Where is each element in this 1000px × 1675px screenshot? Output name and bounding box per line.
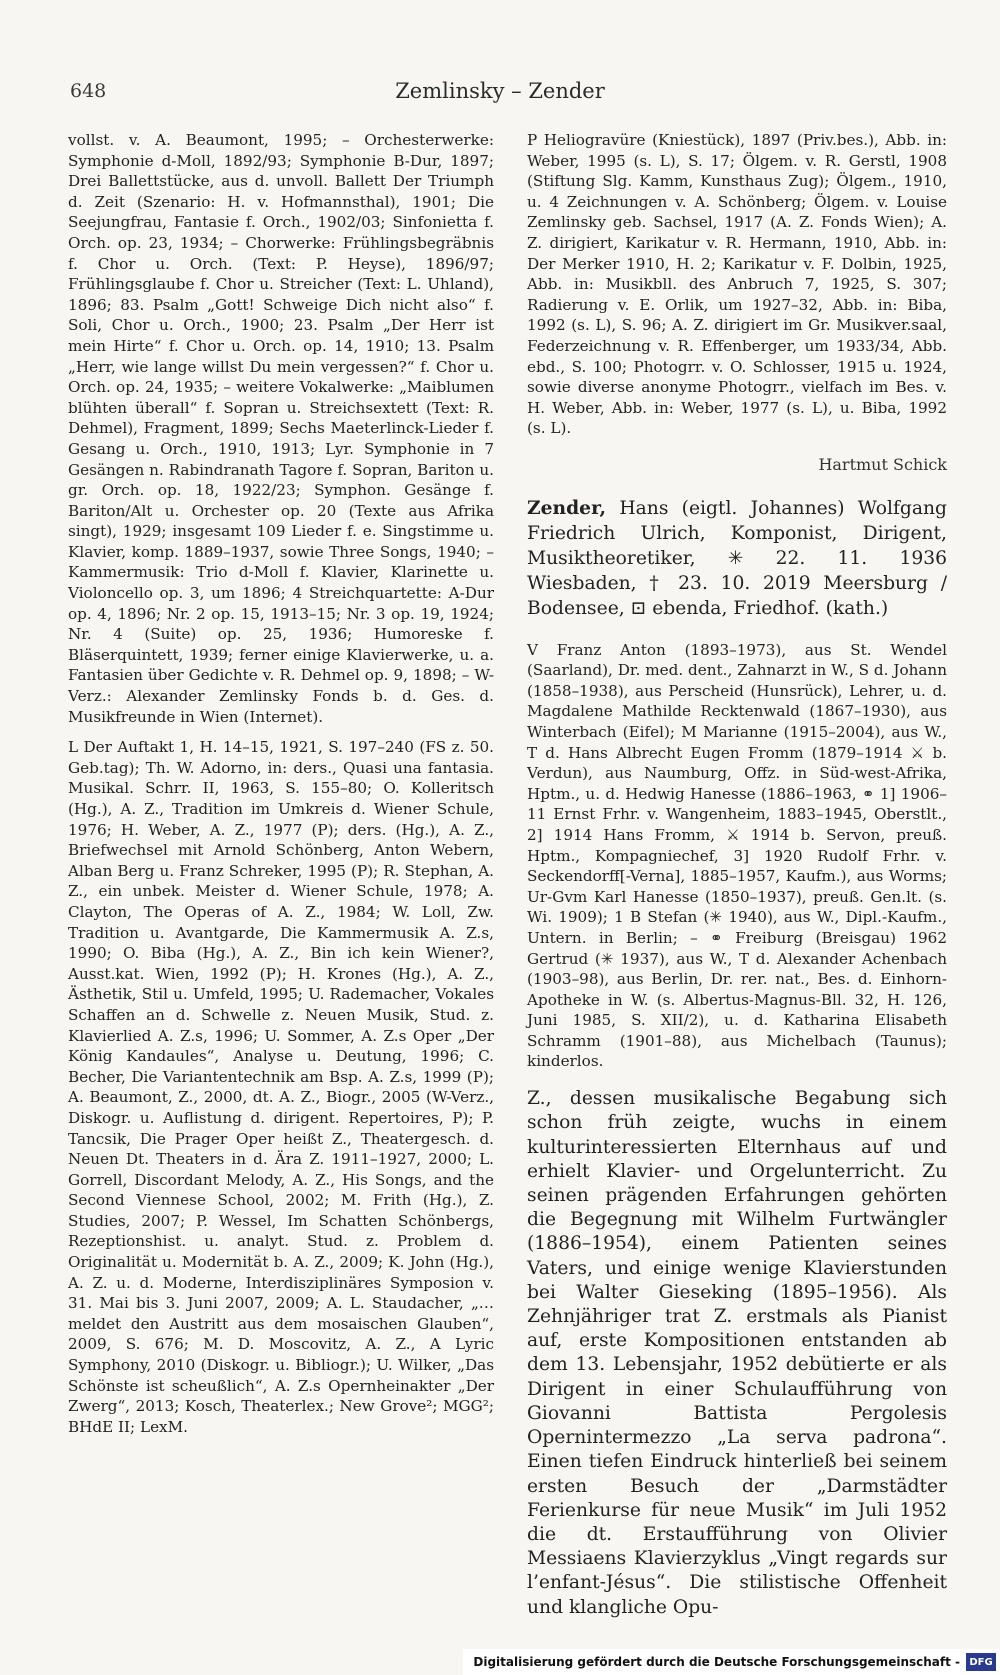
works-list: vollst. v. A. Beaumont, 1995; – Orchesterwerke: Symphonie d-Moll, 1892/93; Symphonie B-Dur, 1897; Drei Ballettstücke, aus d. unvoll. Ballett Der Triumph d. Zeit (Szenario: H. v. Hofmannsthal), 1901; Die Seejungfrau, Fantasie f. Orch., 1902/03; Sinfonietta f. Orch. op. 23, 1934; – Chorwerke: Frühlingsbegräbnis f. Chor u. Orch. (Text: P. Heyse), 1896/97; Frühlingsglaube f. Chor u. Streicher (Text: L. Uhland), 1896; 83. Psalm „Gott! Schweige Dich nicht also“ f. Soli, Chor u. Orch., 1900; 23. Psalm „Der Herr ist mein Hirte“ f. Chor u. Orch. op. 14, 1910; 13. Psalm „Herr, wie lange willst Du mein vergessen?“ f. Chor u. Orch. op. 24, 1935; – weitere Vokalwerke: „Maiblumen blühten überall“ f. Sopran u. Streichsextett (Text: R. Dehmel), Fragment, 1899; Sechs Maeterlinck-Lieder f. Gesang u. Orch., 1910, 1913; Lyr. Symphonie in 7 Gesängen n. Rabindranath Tagore f. Sopran, Bariton u. gr. Orch. op. 18, 1922/23; Symphon. Gesänge f. Bariton/Alt u. Orchester op. 20 (Texte aus Afrika singt), 1929; insgesamt 109 Lieder f. e. Singstimme u. Klavier, komp. 1889–1937, sowie Three Songs, 1940; – Kammermusik: Trio d-Moll f. Klavier, Klarinette u. Violoncello op. 3, um 1896; 4 Streichquartette: A-Dur op. 4, 1896; Nr. 2 op. 15, 1913–15; Nr. 3 op. 19, 1924; Nr. 4 (Suite) op. 25, 1936; Humoreske f. Bläserquintett, 1939; ferner einige Klavierwerke, u. a. Fantasien über Gedichte v. R. Dehmel op. 9, 1898; – W-Verz.: Alexander Zemlinsky Fonds b. d. Ges. d. Musikfreunde in Wien (Internet). xyxy=(68,131,494,726)
page-number: 648 xyxy=(70,80,107,102)
lemma-name: Zender, xyxy=(527,496,607,519)
portraits-list: P Heliogravüre (Kniestück), 1897 (Priv.bes.), Abb. in: Weber, 1995 (s. L), S. 17; Ölgem. v. R. Gerstl, 1908 (Stiftung Slg. Kamm, Kunsthaus Zug); Ölgem., 1910, u. 4 Zeichnungen v. A. Schönberg; Ölgem. v. Louise Zemlinsky geb. Sachsel, 1917 (A. Z. Fonds Wien); A. Z. dirigiert, Karikatur v. R. Hermann, 1910, Abb. in: Der Merker 1910, H. 2; Karikatur v. F. Dolbin, 1925, Abb. in: Musikbll. des Anbruch 7, 1925, S. 307; Radierung v. E. Orlik, um 1927–32, Abb. in: Biba, 1992 (s. L), S. 96; A. Z. dirigiert im Gr. Musikver.saal, Federzeichnung v. R. Effenberger, um 1933/34, Abb. ebd., S. 100; Photogrr. v. O. Schlosser, 1915 u. 1924, sowie diverse anonyme Photogrr., vielfach im Bes. v. H. Weber, Abb. in: Weber, 1977 (s. L), u. Biba, 1992 (s. L). xyxy=(527,131,947,438)
entry-lemma xyxy=(527,496,947,621)
footer-text: Digitalisierung gefördert durch die Deutsche Forschungsgemeinschaft - xyxy=(473,1655,960,1669)
right-column xyxy=(527,130,947,1638)
lemma-details: Hans (eigtl. Johannes) Wolfgang Friedrich Ulrich, Komponist, Dirigent, Musiktheoretiker, ✳ 22. 11. 1936 Wiesbaden, † 23. 10. 2019 Meersburg / Bodensee, ⊡ ebenda, Friedhof. (kath.) xyxy=(527,497,947,619)
left-column xyxy=(68,130,494,1437)
literature-list: L Der Auftakt 1, H. 14–15, 1921, S. 197–240 (FS z. 50. Geb.tag); Th. W. Adorno, in: ders., Quasi una fantasia. Musikal. Schrr. II, 1963, S. 155–80; O. Kolleritsch (Hg.), A. Z., Tradition im Umkreis d. Wiener Schule, 1976; H. Weber, A. Z., 1977 (P); ders. (Hg.), A. Z., Briefwechsel mit Arnold Schönberg, Anton Webern, Alban Berg u. Franz Schreker, 1995 (P); R. Stephan, A. Z., ein unbek. Meister d. Wiener Schule, 1978; A. Clayton, The Operas of A. Z., 1984; W. Loll, Zw. Tradition u. Avantgarde, Die Kammermusik A. Z.s, 1990; O. Biba (Hg.), A. Z., Bin ich kein Wiener?, Ausst.kat. Wien, 1992 (P); H. Krones (Hg.), A. Z., Ästhetik, Stil u. Umfeld, 1995; U. Rademacher, Vokales Schaffen an d. Schwelle z. Neuen Musik, Stud. z. Klavierlied A. Z.s, 1996; U. Sommer, A. Z.s Oper „Der König Kandaules“, Analyse u. Deutung, 1996; C. Becher, Die Variantentechnik am Bsp. A. Z.s, 1999 (P); A. Beaumont, Z., 2000, dt. A. Z., Biogr., 2005 (W-Verz., Diskogr. u. Auflistung d. dirigent. Repertoires, P); P. Tancsik, Die Prager Oper heißt Z., Theatergesch. d. Neuen Dt. Theaters in d. Ära Z. 1911–1927, 2000; L. Gorrell, Discordant Melody, A. Z., His Songs, and the Second Viennese School, 2002; M. Frith (Hg.), Z. Studies, 2007; P. Wessel, Im Schatten Schönbergs, Rezeptionshist. u. analyt. Stud. z. Problem d. Originalität u. Modernität b. A. Z., 2009; K. John (Hg.), A. Z. u. d. Moderne, Interdisziplinäres Symposion v. 31. Mai bis 3. Juni 2007, 2009; A. L. Staudacher, „… meldet den Austritt aus dem mosaischen Glauben“, 2009, S. 676; M. D. Moscovitz, A. Z., A Lyric Symphony, 2010 (Diskogr. u. Bibliogr.); U. Wilker, „Das Schönste ist scheußlich“, A. Z.s Opernheinakter „Der Zwerg“, 2013; Kosch, Theaterlex.; New Grove²; MGG²; BHdE II; LexM. xyxy=(68,738,494,1436)
digitization-footer xyxy=(463,1649,1000,1675)
running-head: Zemlinsky – Zender xyxy=(395,79,605,103)
article-author: Hartmut Schick xyxy=(818,454,947,474)
genealogy: V Franz Anton (1893–1973), aus St. Wendel (Saarland), Dr. med. dent., Zahnarzt in W., S d. Johann (1858–1938), aus Perscheid (Hunsrück), Lehrer, u. d. Magdalene Mathilde Recktenwald (1867–1930), aus Winterbach (Eifel); M Marianne (1915–2004), aus W., T d. Hans Albrecht Eugen Fromm (1879–1914 ⚔ b. Verdun), aus Naumburg, Offz. in Süd-west-Afrika, Hptm., u. d. Hedwig Hanesse (1886–1963, ⚭ 1] 1906–11 Ernst Frhr. v. Wangenheim, 1883–1945, Oberstlt., 2] 1914 Hans Fromm, ⚔ 1914 b. Servon, preuß. Hptm., Kompagniechef, 3] 1920 Rudolf Frhr. v. Seckendorff[-Verna], 1885–1957, Kaufm.), aus Worms; Ur-Gvm Karl Hanesse (1850–1937), preuß. Gen.lt. (s. Wi. 1909); 1 B Stefan (✳ 1940), aus W., Dipl.-Kaufm., Untern. in Berlin; – ⚭ Freiburg (Breisgau) 1962 Gertrud (✳ 1937), aus W., T d. Alexander Achenbach (1903–98), aus Berlin, Dr. rer. nat., Bes. d. Einhorn-Apotheke in W. (s. Albertus-Magnus-Bll. 32, H. 126, Juni 1985, S. XII/2), u. d. Katharina Elisabeth Schramm (1901–88), aus Michelbach (Taunus); kinderlos. xyxy=(527,640,947,1071)
biography-text: Z., dessen musikalische Begabung sich schon früh zeigte, wuchs in einem kulturinteressierten Elternhaus auf und erhielt Klavier- und Orgelunterricht. Zu seinen prägenden Erfahrungen gehörten die Begegnung mit Wilhelm Furtwängler (1886–1954), einem Patienten seines Vaters, und einige wenige Klavierstunden bei Walter Gieseking (1895–1956). Als Zehnjähriger trat Z. erstmals als Pianist auf, erste Kompositionen entstanden ab dem 13. Lebensjahr, 1952 debütierte er als Dirigent in einer Schulaufführung von Giovanni Battista Pergolesis Opernintermezzo „La serva padrona“. Einen tiefen Eindruck hinterließ bei seinem ersten Besuch der „Darmstädter Ferienkurse für neue Musik“ im Juli 1952 die dt. Erstaufführung von Olivier Messiaens Klavierzyklus „Vingt regards sur l’enfant-Jésus“. Die stilistische Offenheit und klangliche Opu- xyxy=(527,1088,947,1618)
dfg-logo: DFG xyxy=(966,1653,996,1671)
